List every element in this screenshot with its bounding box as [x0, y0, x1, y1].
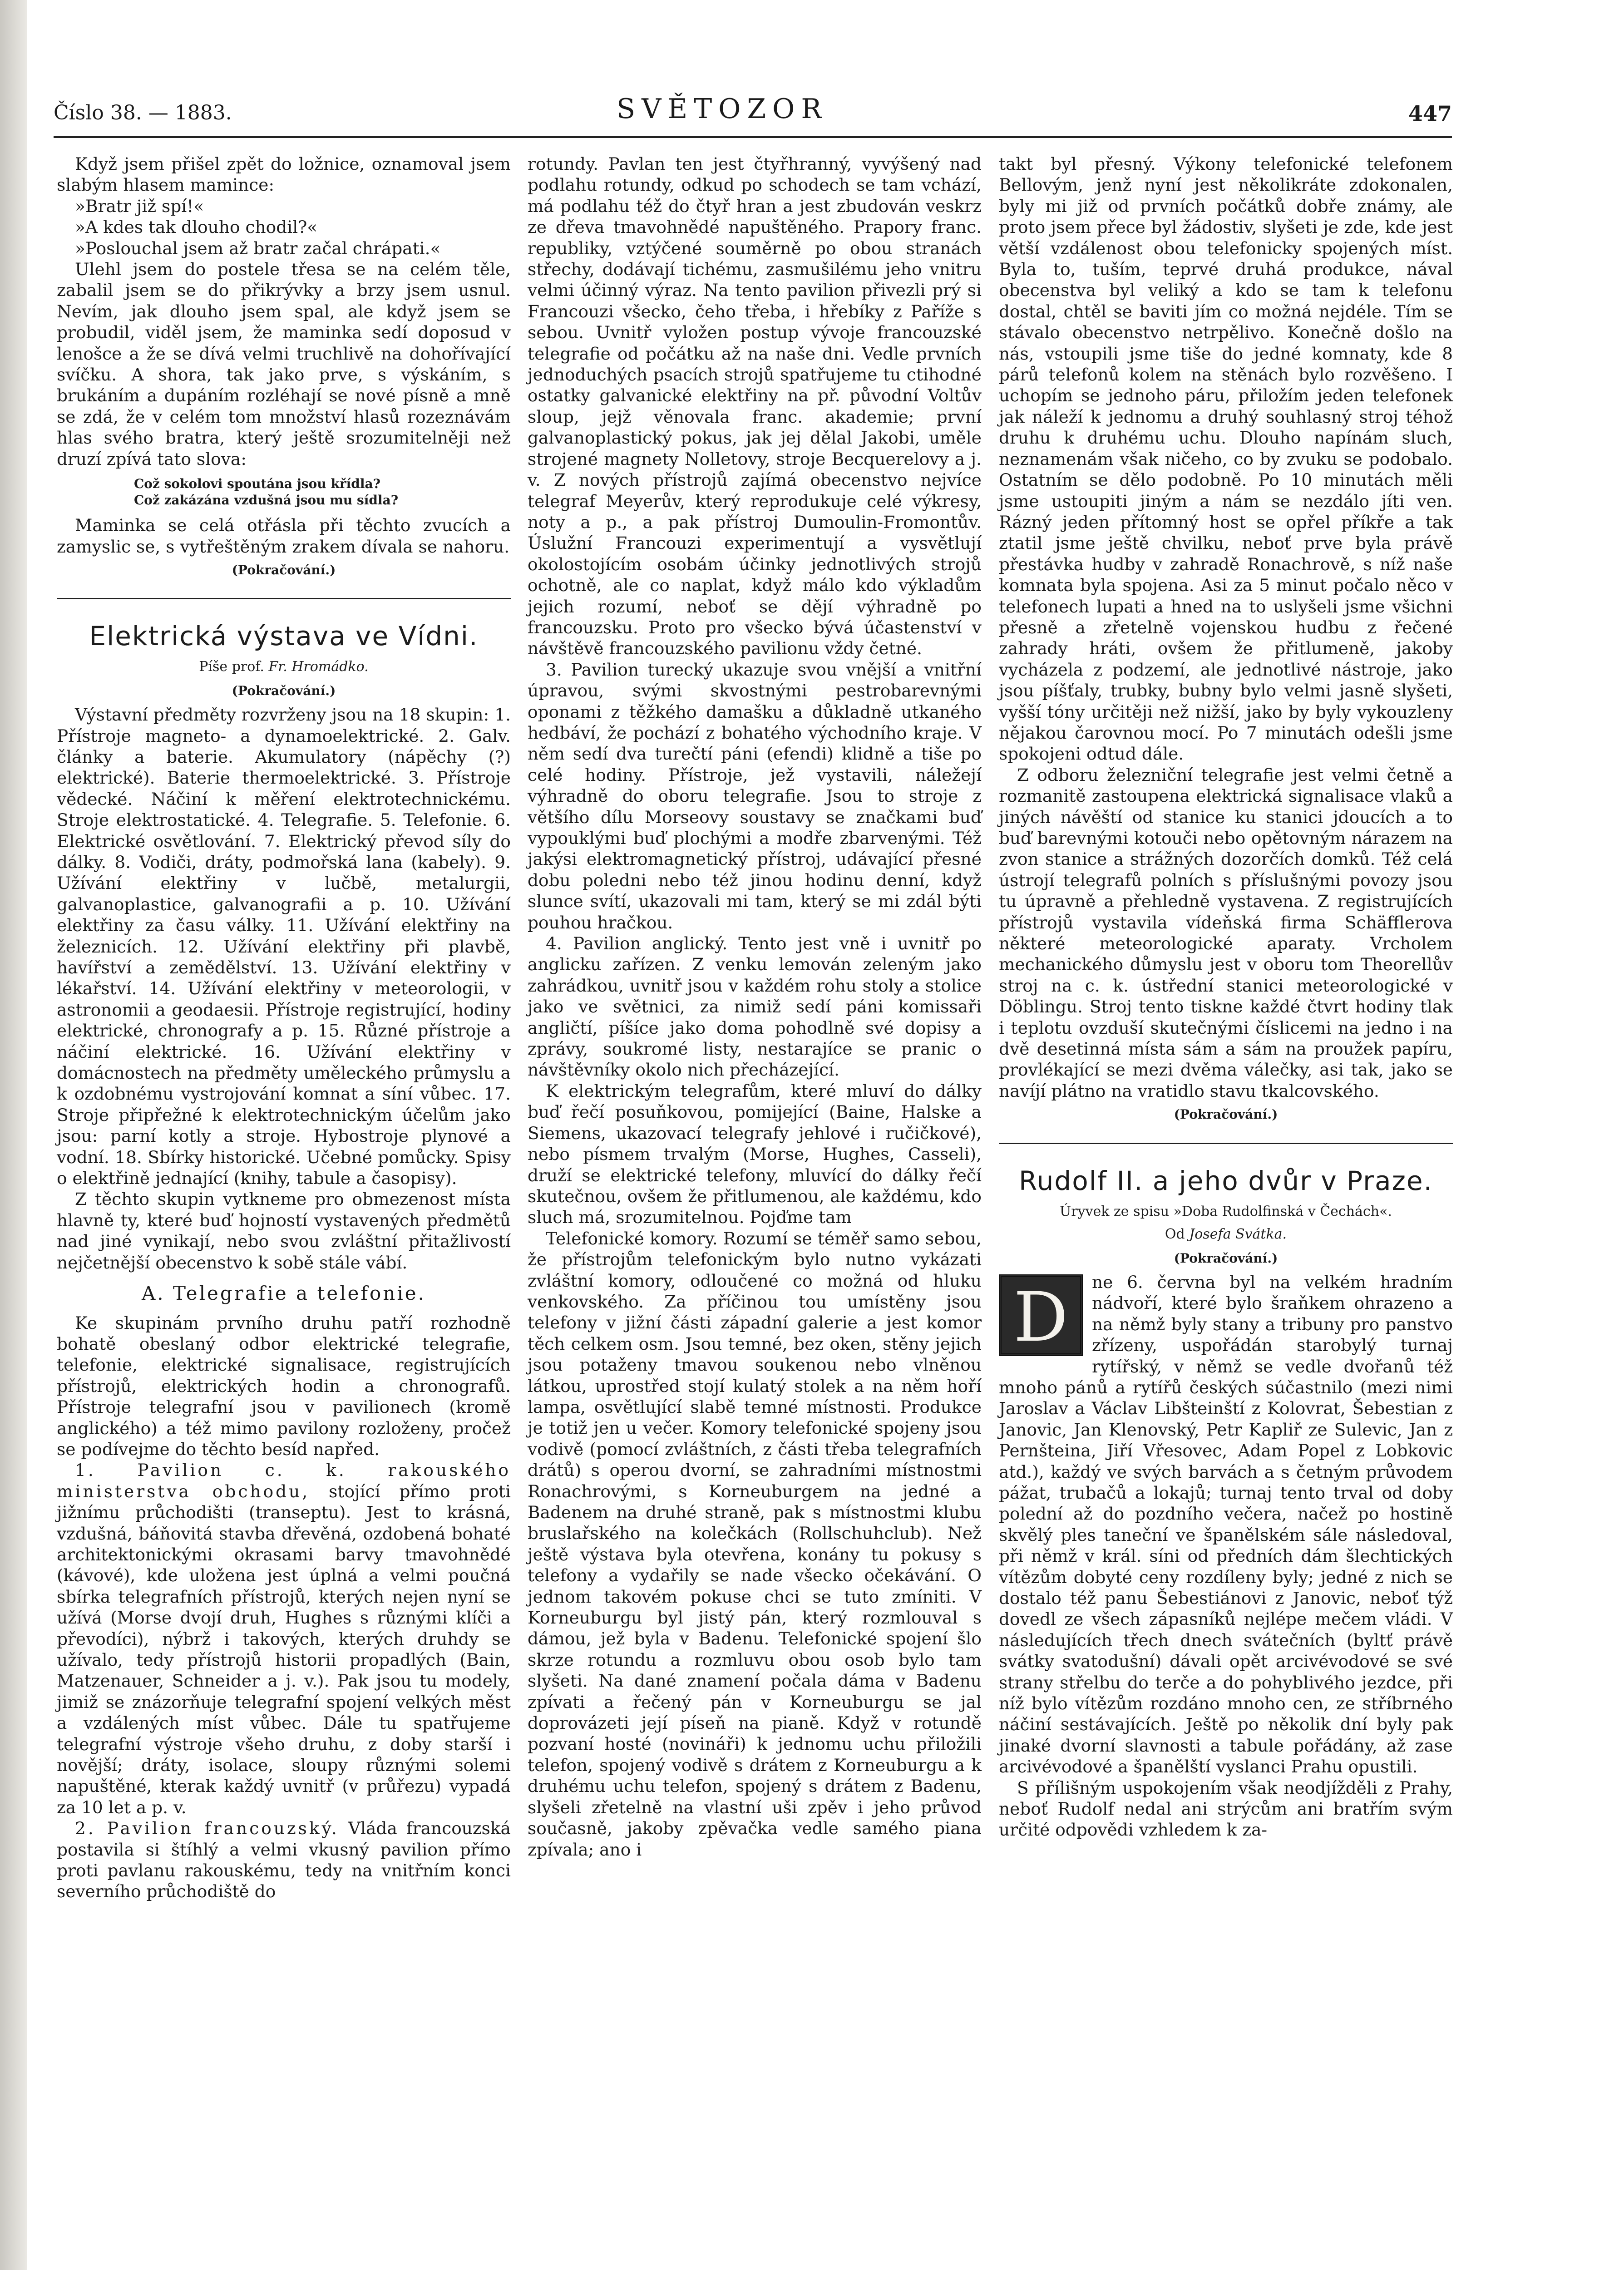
byline	[57, 656, 511, 677]
section-heading: A. Telegrafie a telefonie.	[141, 1282, 426, 1305]
book-spine	[0, 0, 27, 2270]
byline-prefix: Píše prof.	[199, 659, 264, 675]
paragraph: Výstavní předměty rozvrženy jsou na 18 skupin: 1. Přístroje magneto- a dynamoelektrické. 2. Galv. články a baterie. Akumulatory (nápěchy (?) elektrické). Baterie thermoelektrické. 3. Přístroje vědecké. Náčiní k měření elektrotechnickému. Stroje elektrostatické. 4. Telegrafie. 5. Telefonie. 6. Elektrické osvětlování. 7. Elektrický převod síly do dálky. 8. Vodiči, dráty, podmořská lana (kabely). 9. Užívání elektřiny v lučbě, metalurgii, galvanoplastice, galvanografii a p. 10. Užívání elektřiny za času války. 11. Užívání elektřiny na železnicích. 12. Užívání elektřiny při plavbě, havířství a zemědělství. 13. Užívání elektřiny v lékařství. 14. Užívání elektřiny v meteorologii, v astronomii a geodaesii. Přístroje registrující, hodiny elektrické, chronografy a p. 15. Různé přístroje a náčiní elektrické. 16. Užívání elektřiny v domácnostech na předměty uměleckého průmyslu a k ozdobnému vystrojování komnat a síní vůbec. 17. Stroje připřežné k elektrotechnickým účelům jako jsou: parní kotly a stroje. Hybostroje plynové a vodní. 18. Sbírky historické. Učebné pomůcky. Spisy o elektřině jednající (knihy, tabule a časopisy).	[57, 705, 511, 1189]
article-divider	[999, 1143, 1453, 1144]
byline-prefix: Od	[1165, 1226, 1185, 1243]
column-1	[57, 153, 511, 1902]
journal-title: SVĚTOZOR	[617, 93, 828, 125]
byline-author: Josefa Svátka.	[1189, 1226, 1287, 1243]
header-rule	[54, 136, 1452, 138]
paragraph	[57, 1818, 511, 1902]
continuation-note: (Pokračování.)	[1174, 1107, 1278, 1122]
paragraph	[999, 1272, 1453, 1777]
paragraph: Ke skupinám prvního druhu patří rozhodně bohatě obeslaný odbor elektrické telegrafie, telefonie, elektrické signalisace, registrujících přístrojů, elektrických hodin a chronografů. Přístroje telegrafní jsou v pavilionech (kromě anglického) a též mimo pavilony rozloženy, pročež se podívejme do těchto besíd napřed.	[57, 1313, 511, 1459]
paragraph: 4. Pavilion anglický. Tento jest vně i uvnitř po anglicku zařízen. Z venku lemován zeleným jako zahrádkou, uvnitř jsou v každém rohu stoly a stolice jako ve světnici, za nimiž sedí páni komissaři angličtí, píšíce jako doma pohodlně své dopisy a zprávy, soukromé listy, nestarajíce se pranic o návštěvníky okolo nich přecházející.	[528, 933, 982, 1080]
paragraph	[57, 1460, 511, 1818]
paragraph-text: stojící přímo proti jižnímu průchodišti (transeptu). Jest to krásná, vzdušná, báňovitá stavba dřevěná, ozdobená bohaté architektonickými okrasami barvy tmavohnědé (kávové), kde uložena jest úplná a velmi poučná sbírka telegrafních přístrojů, kterých nejen nyní se užívá (Morse dvojí druh, Hughes s různými klíči a převodíci), nýbrž i takových, kterých druhdy se užívalo, tedy přístrojů historii propadlých (Bain, Matzenauer, Schneider a j. v.). Pak jsou tu modely, jimiž se znázorňuje telegrafní spojení velkých měst a vzdálených míst vůbec. Dále tu spatřujeme telegrafní výstroje všeho druhu, z doby starší i novější; dráty, isolace, sloupy různými solemi napuštěné, kterak každý uvnitř (v průřezu) vypadá za 10 let a p. v.	[57, 1481, 511, 1817]
song-verse	[134, 476, 511, 508]
article-divider	[57, 598, 511, 599]
paragraph: Z těchto skupin vytkneme pro obmezenost místa hlavně ty, které buď hojností vystavených předmětů nad jiné vynikají, nebo svou zvláštní přitažlivostí nejčetnější obecenstvo k sobě stále vábí.	[57, 1189, 511, 1273]
verse-line: Což sokolovi spoutána jsou křídla?	[134, 476, 381, 492]
paragraph: K elektrickým telegrafům, které mluví do dálky buď řečí posuňkovou, pomijející (Baine, Halske a Siemens, ukazovací telegrafy jehlové i ručičkové), nebo písmem trvalým (Morse, Hughes, Casseli), druží se elektrické telefony, mluvící do dálky řečí skutečnou, ovšem že přitlumenou, ale každému, kdo sluch má, srozumitelnou. Pojďme tam	[528, 1081, 982, 1228]
paragraph: S přílišným uspokojením však neodjížděli z Prahy, neboť Rudolf nedal ani strýcům ani bratřím svým určité odpovědi vzhledem k za-	[999, 1777, 1453, 1840]
continuation-note: (Pokračování.)	[1174, 1250, 1278, 1266]
ornamental-initial	[999, 1274, 1083, 1356]
page-header	[54, 93, 1452, 134]
paragraph: Z odboru železniční telegrafie jest velmi četně a rozmanitě zastoupena elektrická signalisace vlaků a jiných návěští od stanice ku stanici jdoucích a to buď barevnými kotouči nebo opětovným nárazem na zvon stanice a strážných dozorčích domků. Též celá ústrojí telegrafů polních s příslušnými povozy jsou tu úpravně a přehledně vystavena. Z registrujících přístrojů vystavila vídeňská firma Schäfflerova některé meteorologické aparaty. Vrcholem mechanického důmyslu jest v oboru tom Theorellův stroj na c. k. ústřední stanici meteorologické v Döblingu. Stroj tento tiskne každé čtvrt hodiny tlak i teplotu ovzduší skutečnými číslicemi na jedno i na dvě desetinná místa sám a sám na proužek papíru, provlékající se mezi dvěma válečky, asi tak, jako se navíjí plátno na vratidlo stavu tkalcovského.	[999, 765, 1453, 1101]
issue-number: Číslo 38. — 1883.	[54, 101, 232, 124]
spaced-heading: 1. Pavilion c. k. rakouského ministerstva obchodu,	[57, 1460, 511, 1501]
dropcap-letter: D	[1013, 1278, 1068, 1357]
dialogue-line: »Poslouchal jsem až bratr začal chrápati.«	[75, 238, 441, 258]
byline	[999, 1224, 1453, 1245]
continuation-note: (Pokračování.)	[232, 683, 336, 698]
paragraph: takt byl přesný. Výkony telefonické telefonem Bellovým, jenž nyní jest několikráte zdokonalen, byly mi již od prvních počátků dobře známy, ale proto jsem přece byl žádostiv, slyšeti je zde, kde jest větší vzdálenost obou telefonicky spojených míst. Byla to, tuším, teprvé druhá produkce, nával obecenstva byl veliký a kdo se tam k telefonu dostal, chtěl se baviti jím co možná nejdéle. Tím se stávalo obecenstvo netrpělivo. Konečně došlo na nás, vstoupili jsme tiše do jedné komnaty, kde 8 párů telefonů kolem na stěnách bylo rozvěšeno. I uchopím se jednoho páru, přiložím jeden telefonek jak náleží k jednomu a druhý souhlasný stroj téhož druhu k druhému uchu. Dlouho napínám sluch, neznamenám však ničeho, co by zvuku se podobalo. Ostatním se dělo podobně. Po 10 minutách měli jsme ustoupiti jiným a nám se nezdálo jíti ven. Rázný jeden přítomný host se opřel příkře a tak ztatil jsme ještě chvilku, neboť prve byla právě přestávka hudby v zahradě Ronachrově, s níž naše komnata byla spojena. Asi za 5 minut počalo něco v telefonech lupati a hned na to uslyšeli jsme všichni přesně a zřetelně vojenskou hudbu z řečené zahrady hráti, ovšem že přitlumeně, jakoby vycházela z podzemí, ale jednotlivé nástroje, jako jsou píšťaly, trubky, bubny bylo velmi jasně slyšeti, vyšší tóny určitěji než nižší, jako by byly vykouzleny nějakou čarovnou mocí. Po 7 minutách odešli jsme spokojeni odtud dále.	[999, 154, 1453, 764]
column-3	[999, 153, 1453, 1841]
dialogue-line: »Bratr již spí!«	[75, 196, 204, 216]
byline-author: Fr. Hromádko.	[268, 659, 369, 675]
excerpt-note: Úryvek ze spisu »Doba Rudolfinská v Čechách«.	[1060, 1203, 1392, 1219]
paragraph-text: ne 6. června byl na velkém hradním nádvoří, které bylo šraňkem ohrazeno a na němž byly stany a tribuny pro panstvo zřízeny, uspořádán starobylý turnaj rytířský, v němž se vedle dvořanů též mnoho pánů a rytířů českých súčastnilo (mezi nimi Jaroslav a Václav Libšteinští z Kolovrat, Šebestian z Janovic, Jan Klenovský, Petr Kapliř ze Sulevic, Jan z Pernšteina, Jiří Vřesovec, Adam Popel z Lobkovic atd.), každý ve svých barvách a s četným průvodem pážat, trubačů a lokajů; turnaj tento trval od doby polední až do pozdního večera, načež po hostině skvělý ples taneční ve španělském sále následoval, při němž v král. síni od předních dám šlechtických vítězům dobyté ceny rozdíleny byly; jedné z nich se dostalo též panu Šebestiánovi z Janovic, neboť týž dovedl ze všech zápasníků nejlépe mečem vládi. V následujících třech dnech svátečních (byltť právě svátky svatodušní) dávali opět arcivévodové se své strany střelbu do terče a do pohyblivého jezdce, při níž bylo vítězům rozdáno mnoho cen, ze stříbrného náčiní sestávajících. Ještě po několik dní byly pak jinaké dvorní slavnosti a tabule pořádány, až zase arcivévodové a španělští vyslanci Prahu opustili.	[999, 1272, 1453, 1777]
paragraph: rotundy. Pavlan ten jest čtyřhranný, vyvýšený nad podlahu rotundy, odkud po schodech se tam vchází, má podlahu též do čtyř hran a jest zbudován veskrz ze dřeva tmavohnědé napuštěného. Prapory franc. republiky, vztýčené souměrně po obou stranách střechy, dodávají tichému, zasmušilému jeho vnitru velmi účinný výraz. Na tento pavilion přivezli prý si Francouzi všecko, čeho třeba, i hřebíky z Paříže s sebou. Uvnitř vyložen postup vývoje francouzské telegrafie od počátku až na naše dni. Vedle prvních jednoduchých psacích strojů spatřujeme tu ctihodné ostatky galvanické elektřiny na př. původní Voltův sloup, jejž věnovala franc. akademie; první galvanoplastický pokus, jak jej dělal Jakobi, uměle strojené magnety Nolletovy, stroje Becquerelovy a j. v. Z nových přístrojů zajímá obecenstvo nejvíce telegraf Meyerův, který reprodukuje celé výkresy, noty a p., a pak přístroj Dumoulin-Fromontův. Úslužní Francouzi experimentují a vysvětlují okolostojícím osobám účinky jednotlivých strojů ochotně, ale co naplat, když málo kdo výkladům jejich rozumí, neboť se dějí výhradně po francouzsku. Proto pro všecko bývá účastenství v návštěvě francouzského pavilionu vždy četné.	[528, 154, 982, 659]
continuation-note: (Pokračování.)	[232, 562, 336, 577]
paragraph-text: Vláda francouzská postavila si štíhlý a velmi vkusný pavilion přímo proti pavlanu rakouskému, tedy na vnitřním konci severního průchodiště do	[57, 1818, 511, 1902]
page-number: 447	[1408, 101, 1452, 126]
spaced-heading: 2. Pavilion francouzský.	[75, 1818, 339, 1839]
paragraph: Maminka se celá otřásla při těchto zvucích a zamyslic se, s vytřeštěným zrakem dívala se nahoru.	[57, 515, 511, 557]
paragraph: Ulehl jsem do postele třesa se na celém těle, zabalil jsem se do přikrývky a brzy jsem usnul. Nevím, jak dlouho jsem spal, ale když jsem se probudil, viděl jsem, že maminka sedí doposud v lenošce a že se dívá velmi truchlivě na dohořívající svíčku. A shora, tak jako prve, s výskáním, s brukáním a dupáním rozléhají se nové písně a mně se zdá, že v celém tom množství hlasů rozeznávám hlas svého bratra, který ještě srozumitelněji než druzí zpívá tato slova:	[57, 259, 511, 469]
dialogue-line: »A kdes tak dlouho chodil?«	[75, 217, 318, 237]
paragraph: Když jsem přišel zpět do ložnice, oznamoval jsem slabým hlasem mamince:	[57, 154, 511, 195]
article-title: Elektrická výstava ve Vídni.	[89, 621, 479, 652]
column-2	[528, 153, 982, 1860]
article-title: Rudolf II. a jeho dvůr v Praze.	[1018, 1165, 1433, 1196]
verse-line: Což zakázána vzdušná jsou mu sídla?	[134, 493, 399, 508]
paragraph: 3. Pavilion turecký ukazuje svou vnější a vnitřní úpravou, svými skvostnými pestrobarevnými oponami z těžkého damašku a důkladně utkaného hedbáví, že pochází z bohatého východního kraje. V něm sedí dva turečtí páni (efendi) klidně a tiše po celé hodiny. Přístroje, jež vystavili, náležejí výhradně do oboru telegrafie. Jsou to stroje z většího dílu Morseovy soustavy se značkami buď vypouklými buď plochými a modře zbarvenými. Též jakýsi elektromagnetický přístroj, udávající přesné dobu poledni nebo též jinou hodinu denní, když slunce svítí, ukazovali mi tam, který se mi zdál býti pouhou hračkou.	[528, 659, 982, 933]
paragraph: Telefonické komory. Rozumí se téměř samo sebou, že přístrojům telefonickým bylo nutno vykázati zvláštní komory, odloučené co možná od hluku venkovského. Za příčinou tou umístěny jsou telefony v jižní části západní galerie a jest komor těch celkem osm. Jsou temné, bez oken, stěny jejich jsou potaženy tmavou soukenou nebo vlněnou látkou, uprostřed stojí kulatý stolek a na něm hoří lampa, osvětlující slabě temné místnosti. Produkce je totiž jen u večer. Komory telefonické spojeny jsou vodivě (pomocí zvláštních, z části třeba telegrafních drátů) s operou dvorní, se zahradními místnostmi Ronachrovými, s Korneuburgem na jedné a Badenem na druhé straně, pak s místnostmi klubu bruslařského na kolečkách (Rollschuhclub). Než ještě výstava byla otevřena, konány tu pokusy s telefony a vydařily se nade všecko očekávání. O jednom takovém pokuse chci se tuto zmíniti. V Korneuburgu byl jistý pán, který rozmlouval s dámou, jež byla v Badenu. Telefonické spojení šlo skrze rotundu a rozmluvu obou osob bylo tam slyšeti. Na dané znamení počala dáma v Badenu zpívati a řečený pán v Korneuburgu se jal doprovázeti její píseň na pianě. Když v rotundě pozvaní hosté (novináři) k jednomu uchu přiložili telefon, spojený vodivě s drátem z Korneuburgu a k druhému uchu telefon, spojený s drátem z Badenu, slyšeli zřetelně na vlastní uši zpěv i jeho průvod současně, jakoby zpěvačka vedle samého piana zpívala; ano i	[528, 1228, 982, 1860]
